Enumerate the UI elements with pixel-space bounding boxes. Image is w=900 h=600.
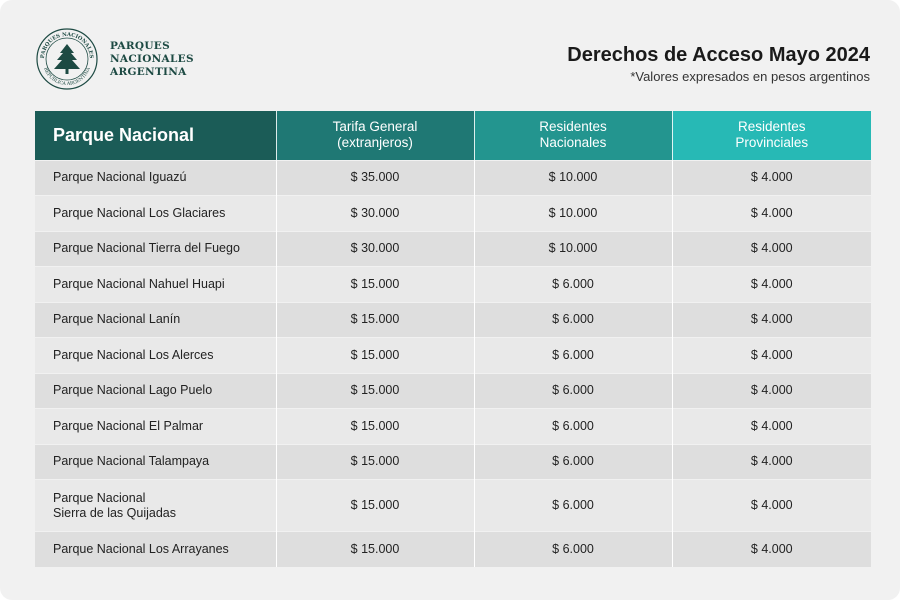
table-row	[35, 231, 871, 267]
table-row	[35, 444, 871, 480]
park-name-cell: Parque Nacional Lanín	[35, 302, 276, 338]
park-name-cell: Parque Nacional El Palmar	[35, 409, 276, 445]
column-header-national-residents: Residentes Nacionales	[474, 111, 672, 160]
table-row	[35, 532, 871, 568]
park-name-cell: Parque Nacional Nahuel Huapi	[35, 267, 276, 303]
page-subtitle: *Valores expresados en pesos argentinos	[630, 69, 870, 84]
table-row	[35, 302, 871, 338]
provincial-residents-cell: $ 4.000	[672, 231, 871, 267]
park-name-cell: Parque Nacional Los Arrayanes	[35, 532, 276, 568]
general-fee-cell: $ 15.000	[276, 409, 474, 445]
provincial-residents-cell: $ 4.000	[672, 444, 871, 480]
svg-text:PARQUES NACIONALES: PARQUES NACIONALES	[39, 31, 95, 59]
provincial-residents-cell: $ 4.000	[672, 196, 871, 232]
column-header-general-fee: Tarifa General (extranjeros)	[276, 111, 474, 160]
svg-text:REPÚBLICA ARGENTINA: REPÚBLICA ARGENTINA	[42, 67, 92, 88]
brand-line: PARQUES	[110, 40, 170, 52]
fees-table	[35, 111, 871, 567]
national-residents-cell: $ 6.000	[474, 532, 672, 568]
brand-line: NACIONALES	[110, 53, 194, 65]
brand-line: ARGENTINA	[110, 66, 187, 78]
general-fee-cell: $ 15.000	[276, 338, 474, 374]
park-name-cell: Parque Nacional Tierra del Fuego	[35, 231, 276, 267]
national-residents-cell: $ 6.000	[474, 480, 672, 532]
general-fee-cell: $ 15.000	[276, 532, 474, 568]
parques-nacionales-seal-icon	[36, 28, 98, 90]
provincial-residents-cell: $ 4.000	[672, 373, 871, 409]
provincial-residents-cell: $ 4.000	[672, 267, 871, 303]
park-name-cell: Parque Nacional Los Alerces	[35, 338, 276, 374]
national-residents-cell: $ 6.000	[474, 267, 672, 303]
provincial-residents-cell: $ 4.000	[672, 409, 871, 445]
general-fee-cell: $ 15.000	[276, 267, 474, 303]
national-residents-cell: $ 6.000	[474, 338, 672, 374]
national-residents-cell: $ 6.000	[474, 444, 672, 480]
park-name-cell: Parque Nacional Los Glaciares	[35, 196, 276, 232]
table-row	[35, 373, 871, 409]
general-fee-cell: $ 30.000	[276, 196, 474, 232]
provincial-residents-cell: $ 4.000	[672, 480, 871, 532]
column-header-provincial-residents: Residentes Provinciales	[672, 111, 871, 160]
table-row	[35, 480, 871, 532]
page-title: Derechos de Acceso Mayo 2024	[567, 44, 870, 66]
national-residents-cell: $ 6.000	[474, 373, 672, 409]
general-fee-cell: $ 35.000	[276, 160, 474, 196]
table-body	[35, 160, 871, 567]
park-name-cell: Parque Nacional Iguazú	[35, 160, 276, 196]
table-row	[35, 267, 871, 303]
general-fee-cell: $ 15.000	[276, 444, 474, 480]
general-fee-cell: $ 15.000	[276, 373, 474, 409]
table-row	[35, 160, 871, 196]
table-row	[35, 196, 871, 232]
park-name-cell: Parque Nacional Talampaya	[35, 444, 276, 480]
national-residents-cell: $ 10.000	[474, 160, 672, 196]
national-residents-cell: $ 6.000	[474, 409, 672, 445]
table-header-row	[35, 111, 871, 160]
general-fee-cell: $ 15.000	[276, 302, 474, 338]
national-residents-cell: $ 10.000	[474, 196, 672, 232]
brand-name	[110, 40, 194, 79]
provincial-residents-cell: $ 4.000	[672, 338, 871, 374]
table-row	[35, 338, 871, 374]
national-residents-cell: $ 10.000	[474, 231, 672, 267]
general-fee-cell: $ 15.000	[276, 480, 474, 532]
provincial-residents-cell: $ 4.000	[672, 160, 871, 196]
column-header-park: Parque Nacional	[35, 111, 276, 160]
general-fee-cell: $ 30.000	[276, 231, 474, 267]
table-row	[35, 409, 871, 445]
national-residents-cell: $ 6.000	[474, 302, 672, 338]
park-name-cell: Parque Nacional Sierra de las Quijadas	[35, 480, 276, 532]
park-name-cell: Parque Nacional Lago Puelo	[35, 373, 276, 409]
provincial-residents-cell: $ 4.000	[672, 532, 871, 568]
provincial-residents-cell: $ 4.000	[672, 302, 871, 338]
